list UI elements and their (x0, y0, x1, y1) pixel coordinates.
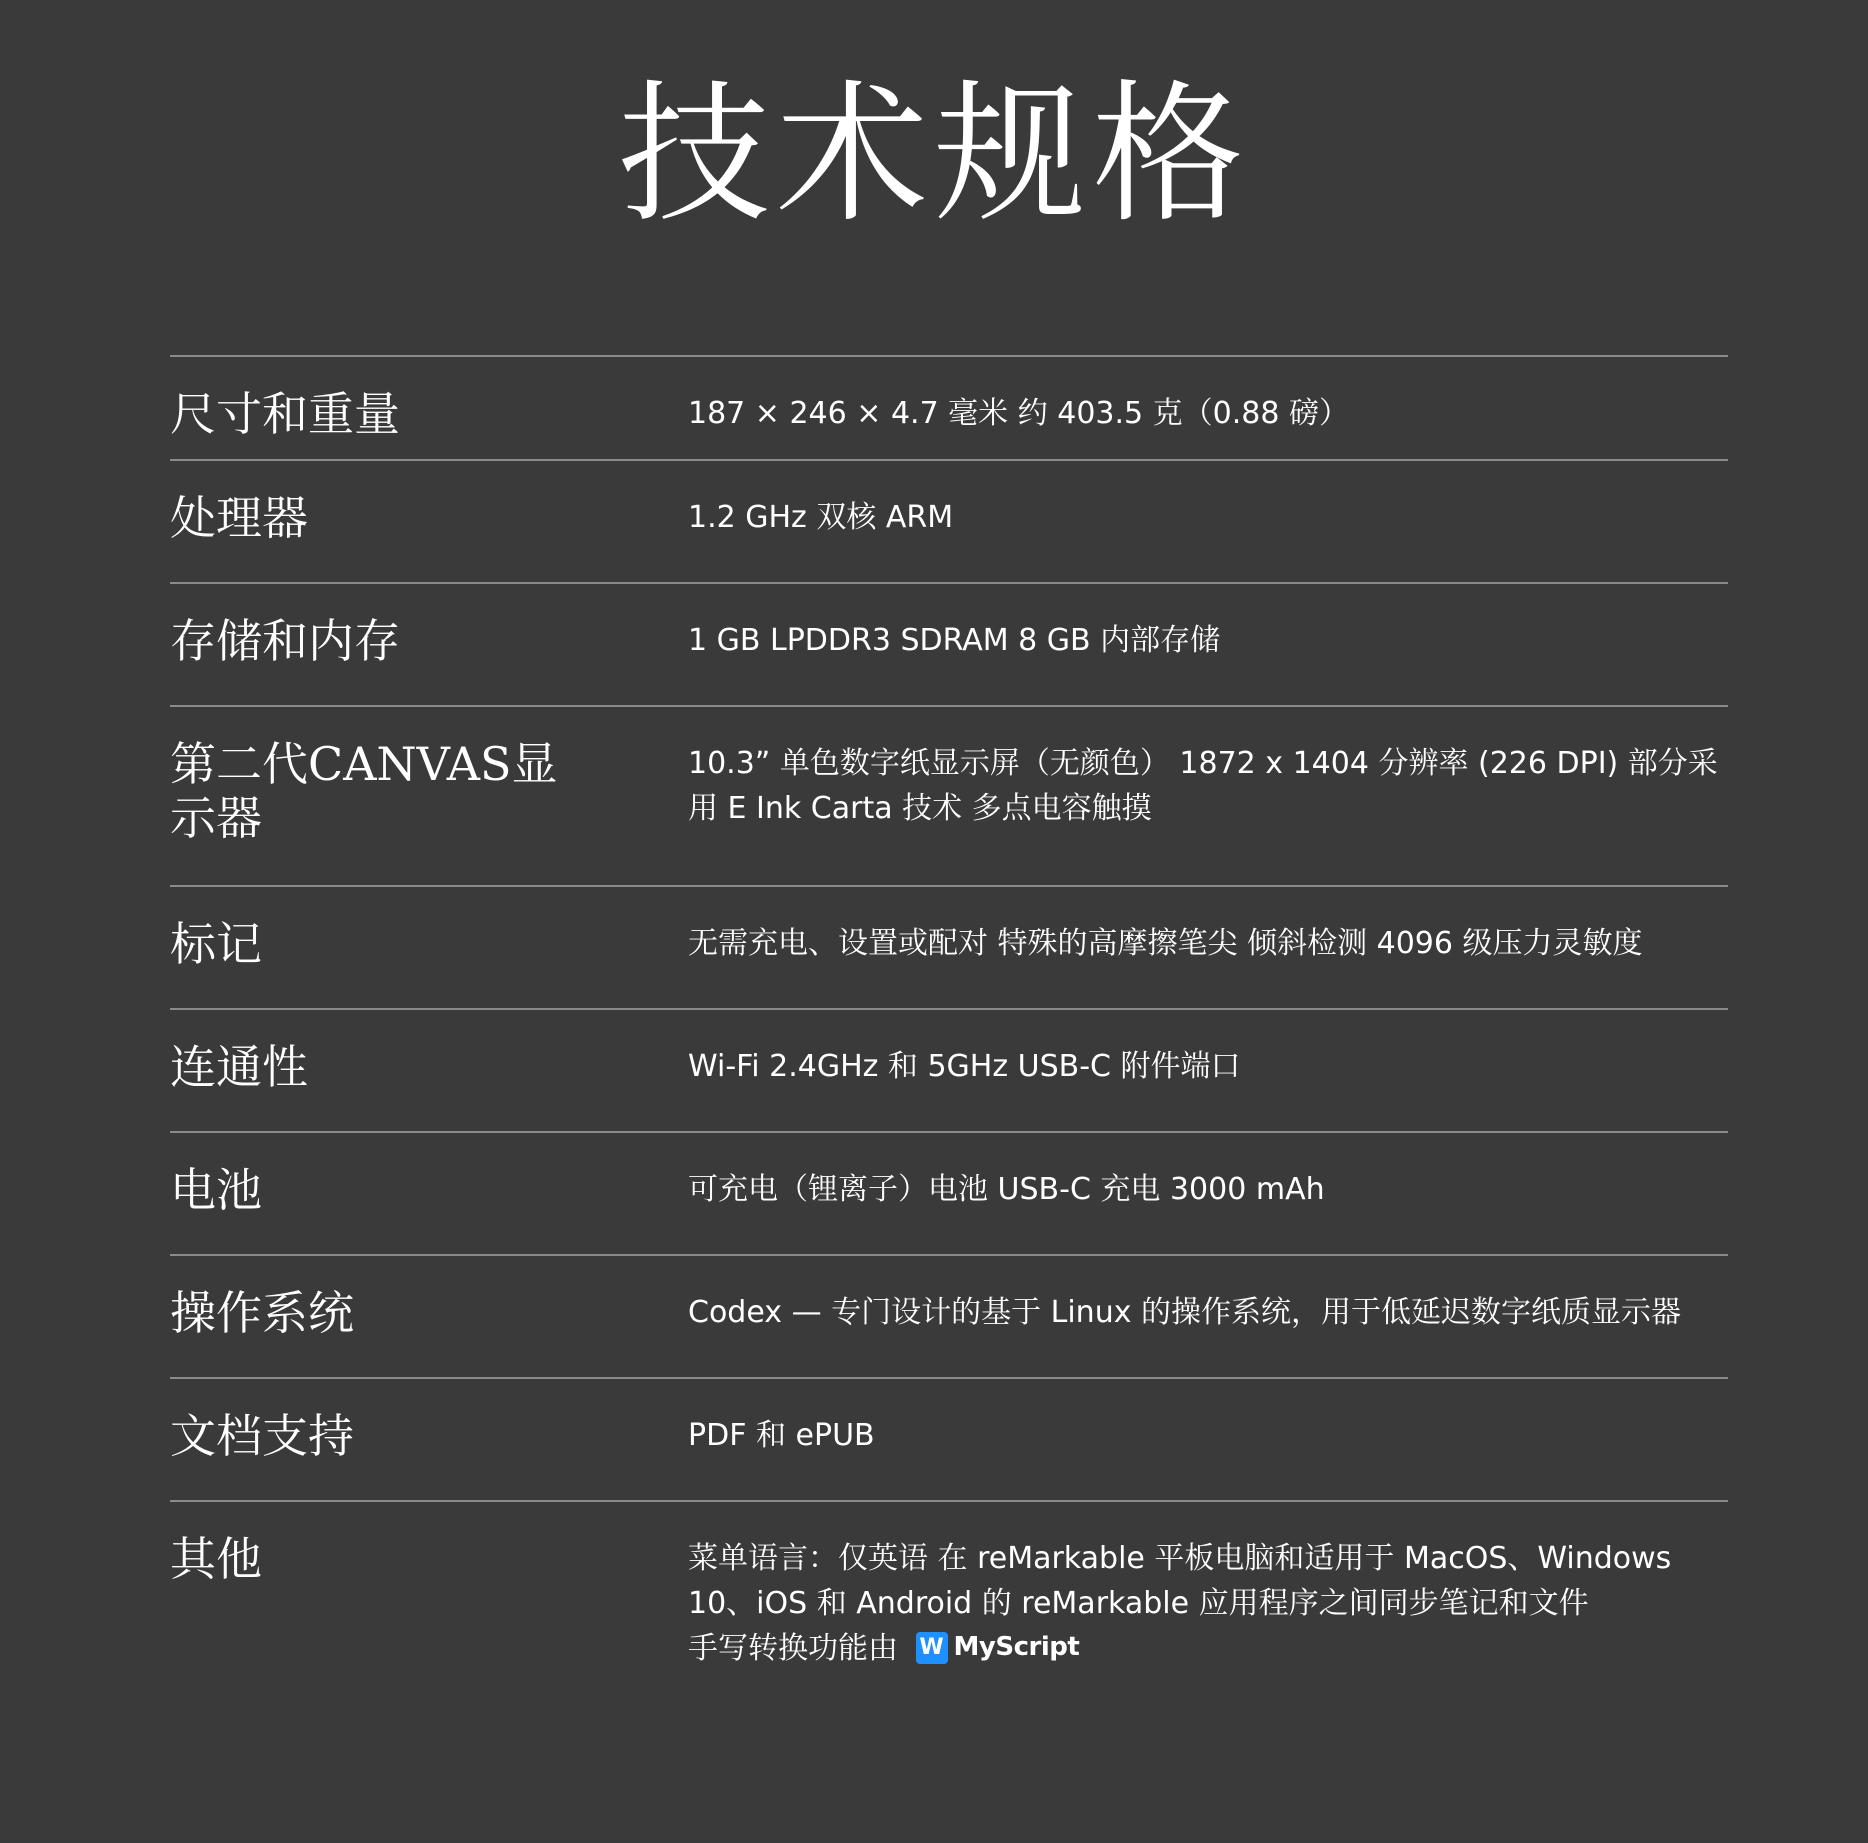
spec-value (688, 1502, 1728, 1702)
spec-table (170, 355, 1728, 1702)
spec-value (688, 1133, 1728, 1254)
myscript-logo (916, 1625, 1080, 1670)
spec-label: 连通性 (170, 1040, 308, 1094)
handwriting-conversion-text: 手写转换功能由 (688, 1631, 898, 1666)
spec-label-line: 示器 (170, 791, 262, 845)
spec-label: 操作系统 (170, 1286, 354, 1340)
spec-value-line: 用 E Ink Carta 技术 多点电容触摸 (688, 791, 1152, 826)
spec-label (170, 707, 688, 885)
myscript-logo-name: MyScript (953, 1632, 1080, 1662)
spec-row-other (170, 1502, 1728, 1702)
page-title: 技术规格 (618, 66, 1250, 243)
spec-value-line: 1.2 GHz 双核 ARM (688, 500, 954, 535)
spec-value-line: 可充电（锂离子）电池 USB-C 充电 3000 mAh (688, 1172, 1325, 1207)
spec-value (688, 887, 1728, 1008)
spec-label: 其他 (170, 1532, 262, 1586)
spec-value (688, 461, 1728, 582)
spec-value (688, 1379, 1728, 1500)
spec-value-line (688, 1626, 1728, 1672)
spec-row-processor (170, 461, 1728, 584)
spec-value-line: 菜单语言：仅英语 在 reMarkable 平板电脑和适用于 MacOS、Windows (688, 1541, 1672, 1576)
spec-value (688, 1010, 1728, 1131)
spec-value-line: Codex — 专门设计的基于 Linux 的操作系统，用于低延迟数字纸质显示器 (688, 1295, 1682, 1330)
spec-value (688, 584, 1728, 705)
spec-label: 电池 (170, 1163, 262, 1217)
spec-label: 标记 (170, 917, 262, 971)
spec-label: 存储和内存 (170, 614, 400, 668)
spec-label: 尺寸和重量 (170, 387, 400, 441)
spec-value (688, 357, 1728, 459)
spec-value-line: PDF 和 ePUB (688, 1418, 875, 1453)
spec-label: 处理器 (170, 491, 308, 545)
spec-value-line: 1 GB LPDDR3 SDRAM 8 GB 内部存储 (688, 623, 1221, 658)
spec-value (688, 1256, 1728, 1377)
spec-value-line: 187 × 246 × 4.7 毫米 约 403.5 克（0.88 磅） (688, 396, 1350, 431)
spec-row-connectivity (170, 1010, 1728, 1133)
spec-row-battery (170, 1133, 1728, 1256)
spec-row-os (170, 1256, 1728, 1379)
spec-row-storage (170, 584, 1728, 707)
spec-label: 文档支持 (170, 1409, 354, 1463)
spec-row-documents (170, 1379, 1728, 1502)
myscript-logo-icon: W (916, 1632, 948, 1664)
spec-row-dimensions (170, 357, 1728, 461)
spec-value-line: 无需充电、设置或配对 特殊的高摩擦笔尖 倾斜检测 4096 级压力灵敏度 (688, 926, 1643, 961)
spec-value (688, 707, 1728, 885)
spec-row-display (170, 707, 1728, 887)
spec-value-line: 10、iOS 和 Android 的 reMarkable 应用程序之间同步笔记和文件 (688, 1586, 1589, 1621)
spec-row-marker (170, 887, 1728, 1010)
spec-value-line: 10.3” 单色数字纸显示屏（无颜色） 1872 x 1404 分辨率 (226 DPI) 部分采 (688, 746, 1718, 781)
spec-value-line: Wi-Fi 2.4GHz 和 5GHz USB-C 附件端口 (688, 1049, 1241, 1084)
spec-label-line: 第二代CANVAS显 (170, 737, 558, 791)
